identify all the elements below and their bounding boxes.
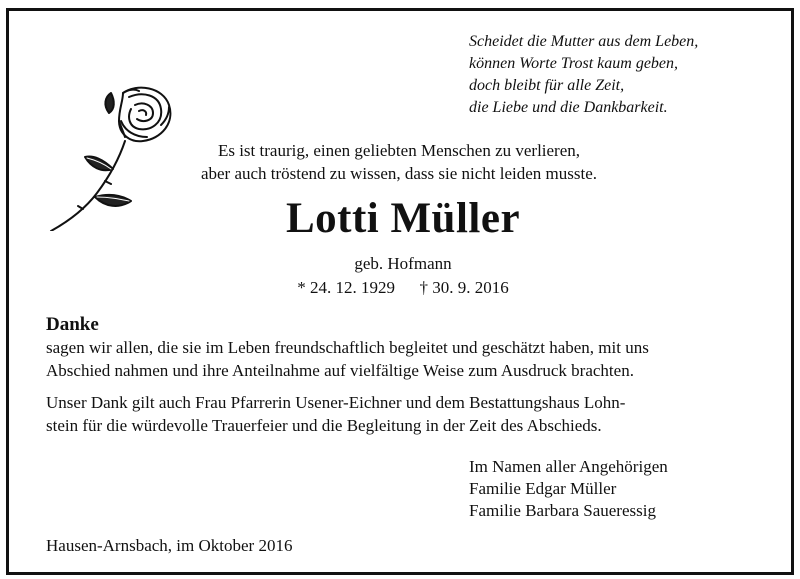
intro-line: aber auch tröstend zu wissen, dass sie nicht leiden musste. <box>200 164 598 183</box>
birth-date: * 24. 12. 1929 <box>297 278 395 297</box>
signature-line: Familie Edgar Müller <box>469 479 617 498</box>
thanks-heading: Danke <box>46 314 99 335</box>
poem-line: doch bleibt für alle Zeit, <box>469 77 625 94</box>
thanks-paragraph-2 <box>46 391 756 437</box>
intro-text <box>159 139 639 185</box>
paragraph-line: sagen wir allen, die sie im Leben freundschaftlich begleitet und geschätzt haben, mit uns <box>46 338 649 357</box>
poem <box>469 31 779 119</box>
paragraph-line: Abschied nahmen und ihre Anteilnahme auf vielfältige Weise zum Ausdruck brachten. <box>46 361 634 380</box>
poem-line: können Worte Trost kaum geben, <box>469 55 679 72</box>
poem-line: die Liebe und die Dankbarkeit. <box>469 99 668 116</box>
paragraph-line: Unser Dank gilt auch Frau Pfarrerin Usener-Eichner und dem Bestattungshaus Lohn- <box>46 393 626 412</box>
family-signature <box>469 456 769 522</box>
place-date: Hausen-Arnsbach, im Oktober 2016 <box>46 536 293 555</box>
poem-line: Scheidet die Mutter aus dem Leben, <box>469 33 699 50</box>
thanks-paragraph-1 <box>46 336 756 382</box>
deceased-name: Lotti Müller <box>285 195 521 242</box>
life-dates <box>9 278 797 298</box>
obituary-card <box>6 8 794 575</box>
birth-name: geb. Hofmann <box>354 254 452 273</box>
signature-line: Familie Barbara Saueressig <box>469 501 656 520</box>
paragraph-line: stein für die würdevolle Trauerfeier und die Begleitung in der Zeit des Abschieds. <box>46 416 602 435</box>
intro-line: Es ist traurig, einen geliebten Menschen zu verlieren, <box>217 141 581 160</box>
signature-line: Im Namen aller Angehörigen <box>469 457 668 476</box>
death-date: † 30. 9. 2016 <box>419 278 509 297</box>
